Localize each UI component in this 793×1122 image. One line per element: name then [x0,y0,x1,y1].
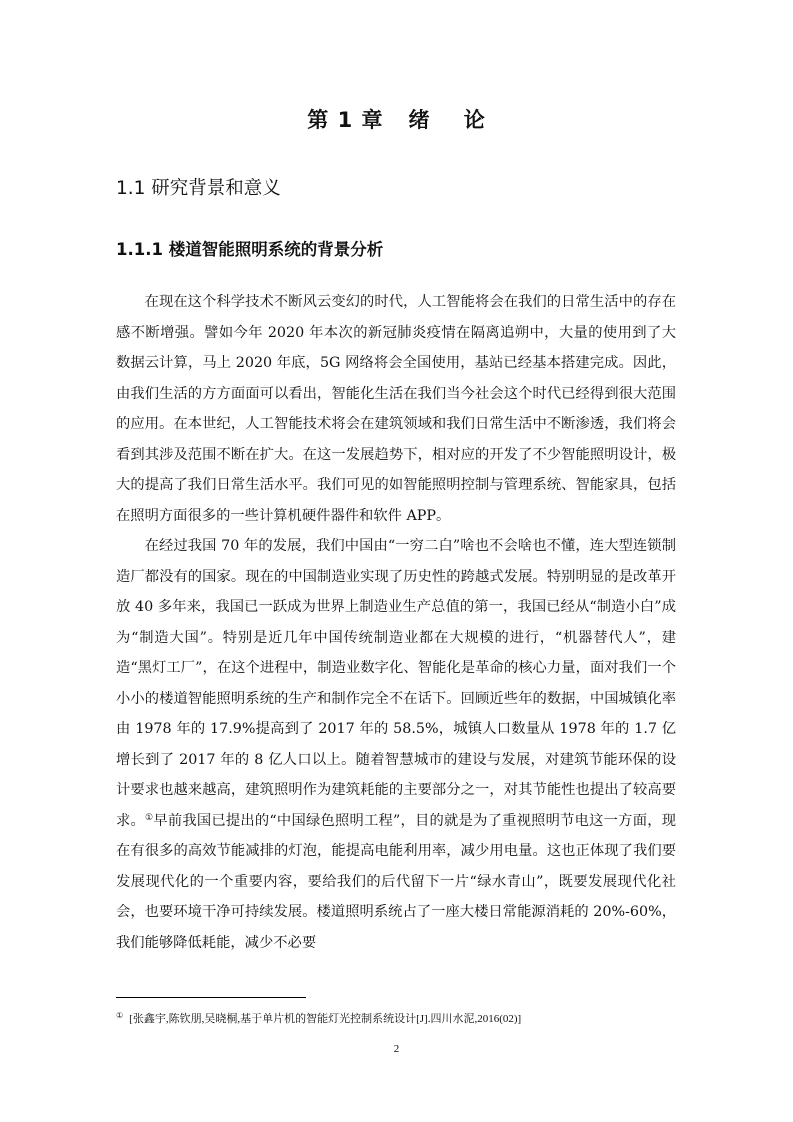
footnote-mark: ① [116,1011,124,1020]
section-heading: 1.1 研究背景和意义 [116,178,281,199]
footnote-text: [张鑫宇,陈钦朋,吴晓桐,基于单片机的智能灯光控制系统设计[J].四川水泥,2016(02)] [129,1013,522,1025]
paragraph-text: 在现在这个科学技术不断风云变幻的时代，人工智能将会在我们的日常生活中的存在感不断增强。譬如今年 2020 年本次的新冠肺炎疫情在隔离追朔中，大量的使用到了大数据云计算，马上 2020 年底，5G 网络将会全国使用，基站已经基本搭建完成。因此，由我们生活的方方面面可以看出，智能化生活在我们当今社会这个时代已经得到很大范围的应用。在本世纪，人工智能技术将会在建筑领域和我们日常生活中不断渗透，我们将会看到其涉及范围不断在扩大。在这一发展趋势下，相对应的开发了不少智能照明设计，极大的提高了我们日常生活水平。我们可见的如智能照明控制与管理系统、智能家具，包括在照明方面很多的一些计算机硬件器件和软件 APP。 [116,294,676,524]
page-number: 2 [393,1043,400,1055]
paragraph-text-part1: 在经过我国 70 年的发展，我们中国由“一穷二白”啥也不会啥也不懂，连大型连锁制造厂都没有的国家。现在的中国制造业实现了历史性的跨越式发展。特别明显的是改革开放 40 多年来，我国已一跃成为世界上制造业生产总值的第一，我国已经从“制造小白”成为“制造大国”。特别是近几年中国传统制造业都在大规模的进行，“机器替代人”，建造“黑灯工厂”，在这个进程中，制造业数字化、智能化是革命的核心力量，面对我们一个小小的楼道智能照明系统的生产和制作完全不在话下。回顾近些年的数据，中国城镇化率由 1978 年的 17.9%提高到了 2017 年的 58.5%，城镇人口数量从 1978 年的 1.7 亿增长到了 2017 年的 8 亿人口以上。随着智慧城市的建设与发展，对建筑节能环保的设计要求也越来越高，建筑照明作为建筑耗能的主要部分之一，对其节能性也提出了较高要求。 [116,538,676,829]
subsection-heading: 1.1.1 楼道智能照明系统的背景分析 [116,240,384,259]
chapter-title: 第 1 章 绪 论 [307,108,486,132]
paragraph-2-container [116,531,676,958]
footnote [116,1010,676,1026]
body-paragraph-1 [116,287,676,531]
footnote-divider [116,997,306,998]
body-paragraph-2 [116,531,676,958]
footnote-reference[interactable]: ① [145,812,154,823]
paragraph-text-part2: 早前我国已提出的“中国绿色照明工程”，目的就是为了重视照明节电这一方面，现在有很多的高效节能减排的灯泡，能提高电能利用率，减少用电量。这也正体现了我们要发展现代化的一个重要内容，要给我们的后代留下一片“绿水青山”，既要发展现代化社会，也要环境干净可持续发展。楼道照明系统占了一座大楼日常能源消耗的 20%-60%，我们能够降低耗能，减少不必要 [116,812,677,951]
